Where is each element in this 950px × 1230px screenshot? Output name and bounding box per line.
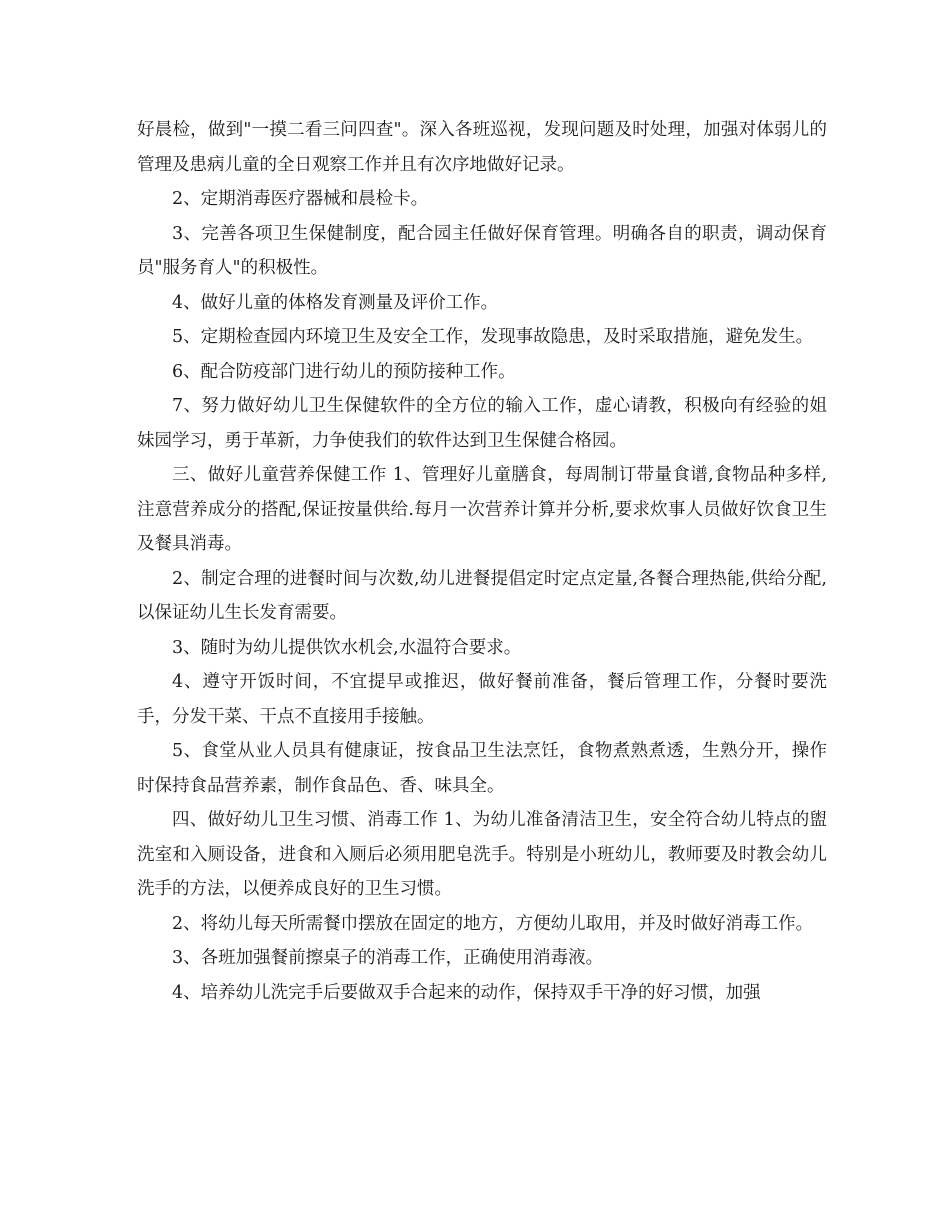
paragraph: 3、各班加强餐前擦桌子的消毒工作，正确使用消毒液。 — [172, 948, 604, 968]
paragraph: 2、将幼儿每天所需餐巾摆放在固定的地方，方便幼儿取用，并及时做好消毒工作。 — [172, 913, 814, 934]
paragraph: 3、完善各项卫生保健制度，配合园主任做好保育管理。明确各自的职责，调动保育员"服务育人"的积极性。 — [137, 223, 827, 278]
paragraph: 6、配合防疫部门进行幼儿的预防接种工作。 — [172, 361, 516, 382]
paragraph: 4、做好儿童的体格发育测量及评价工作。 — [172, 292, 499, 313]
paragraph: 7、努力做好幼儿卫生保健软件的全方位的输入工作，虚心请教，积极向有经验的姐妹园学习，勇于革新，力争使我们的软件达到卫生保健合格园。 — [137, 396, 827, 451]
paragraph: 5、定期检查园内环境卫生及安全工作，发现事故隐患，及时采取措施，避免发生。 — [172, 327, 814, 347]
paragraph: 好晨检，做到"一摸二看三问四查"。深入各班巡视，发现问题及时处理，加强对体弱儿的管理及患病儿童的全日观察工作并且有次序地做好记录。 — [137, 120, 827, 175]
section-heading-paragraph: 三、做好儿童营养保健工作 1、管理好儿童膳食，每周制订带量食谱,食物品种多样,注意营养成分的搭配,保证按量供给.每月一次营养计算并分析,要求炊事人员做好饮食卫生及餐具消毒。 — [137, 465, 827, 554]
paragraph: 2、制定合理的进餐时间与次数,幼儿进餐提倡定时定点定量,各餐合理热能,供给分配,以保证幼儿生长发育需要。 — [137, 568, 827, 623]
paragraph: 4、遵守开饭时间，不宜提早或推迟，做好餐前准备，餐后管理工作，分餐时要洗手，分发干菜、干点不直接用手接触。 — [137, 672, 827, 727]
document-body — [137, 113, 827, 1010]
paragraph: 3、随时为幼儿提供饮水机会,水温符合要求。 — [172, 637, 522, 658]
paragraph: 5、食堂从业人员具有健康证，按食品卫生法烹饪，食物煮熟煮透，生熟分开，操作时保持食品营养素，制作食品色、香、味具全。 — [137, 741, 827, 796]
section-heading-paragraph: 四、做好幼儿卫生习惯、消毒工作 1、为幼儿准备清洁卫生，安全符合幼儿特点的盥洗室和入厕设备，进食和入厕后必须用肥皂洗手。特别是小班幼儿，教师要及时教会幼儿洗手的方法，以便养成良好的卫生习惯。 — [137, 810, 827, 899]
paragraph: 4、培养幼儿洗完手后要做双手合起来的动作，保持双手干净的好习惯，加强 — [172, 982, 761, 1003]
paragraph: 2、定期消毒医疗器械和晨检卡。 — [172, 189, 429, 209]
